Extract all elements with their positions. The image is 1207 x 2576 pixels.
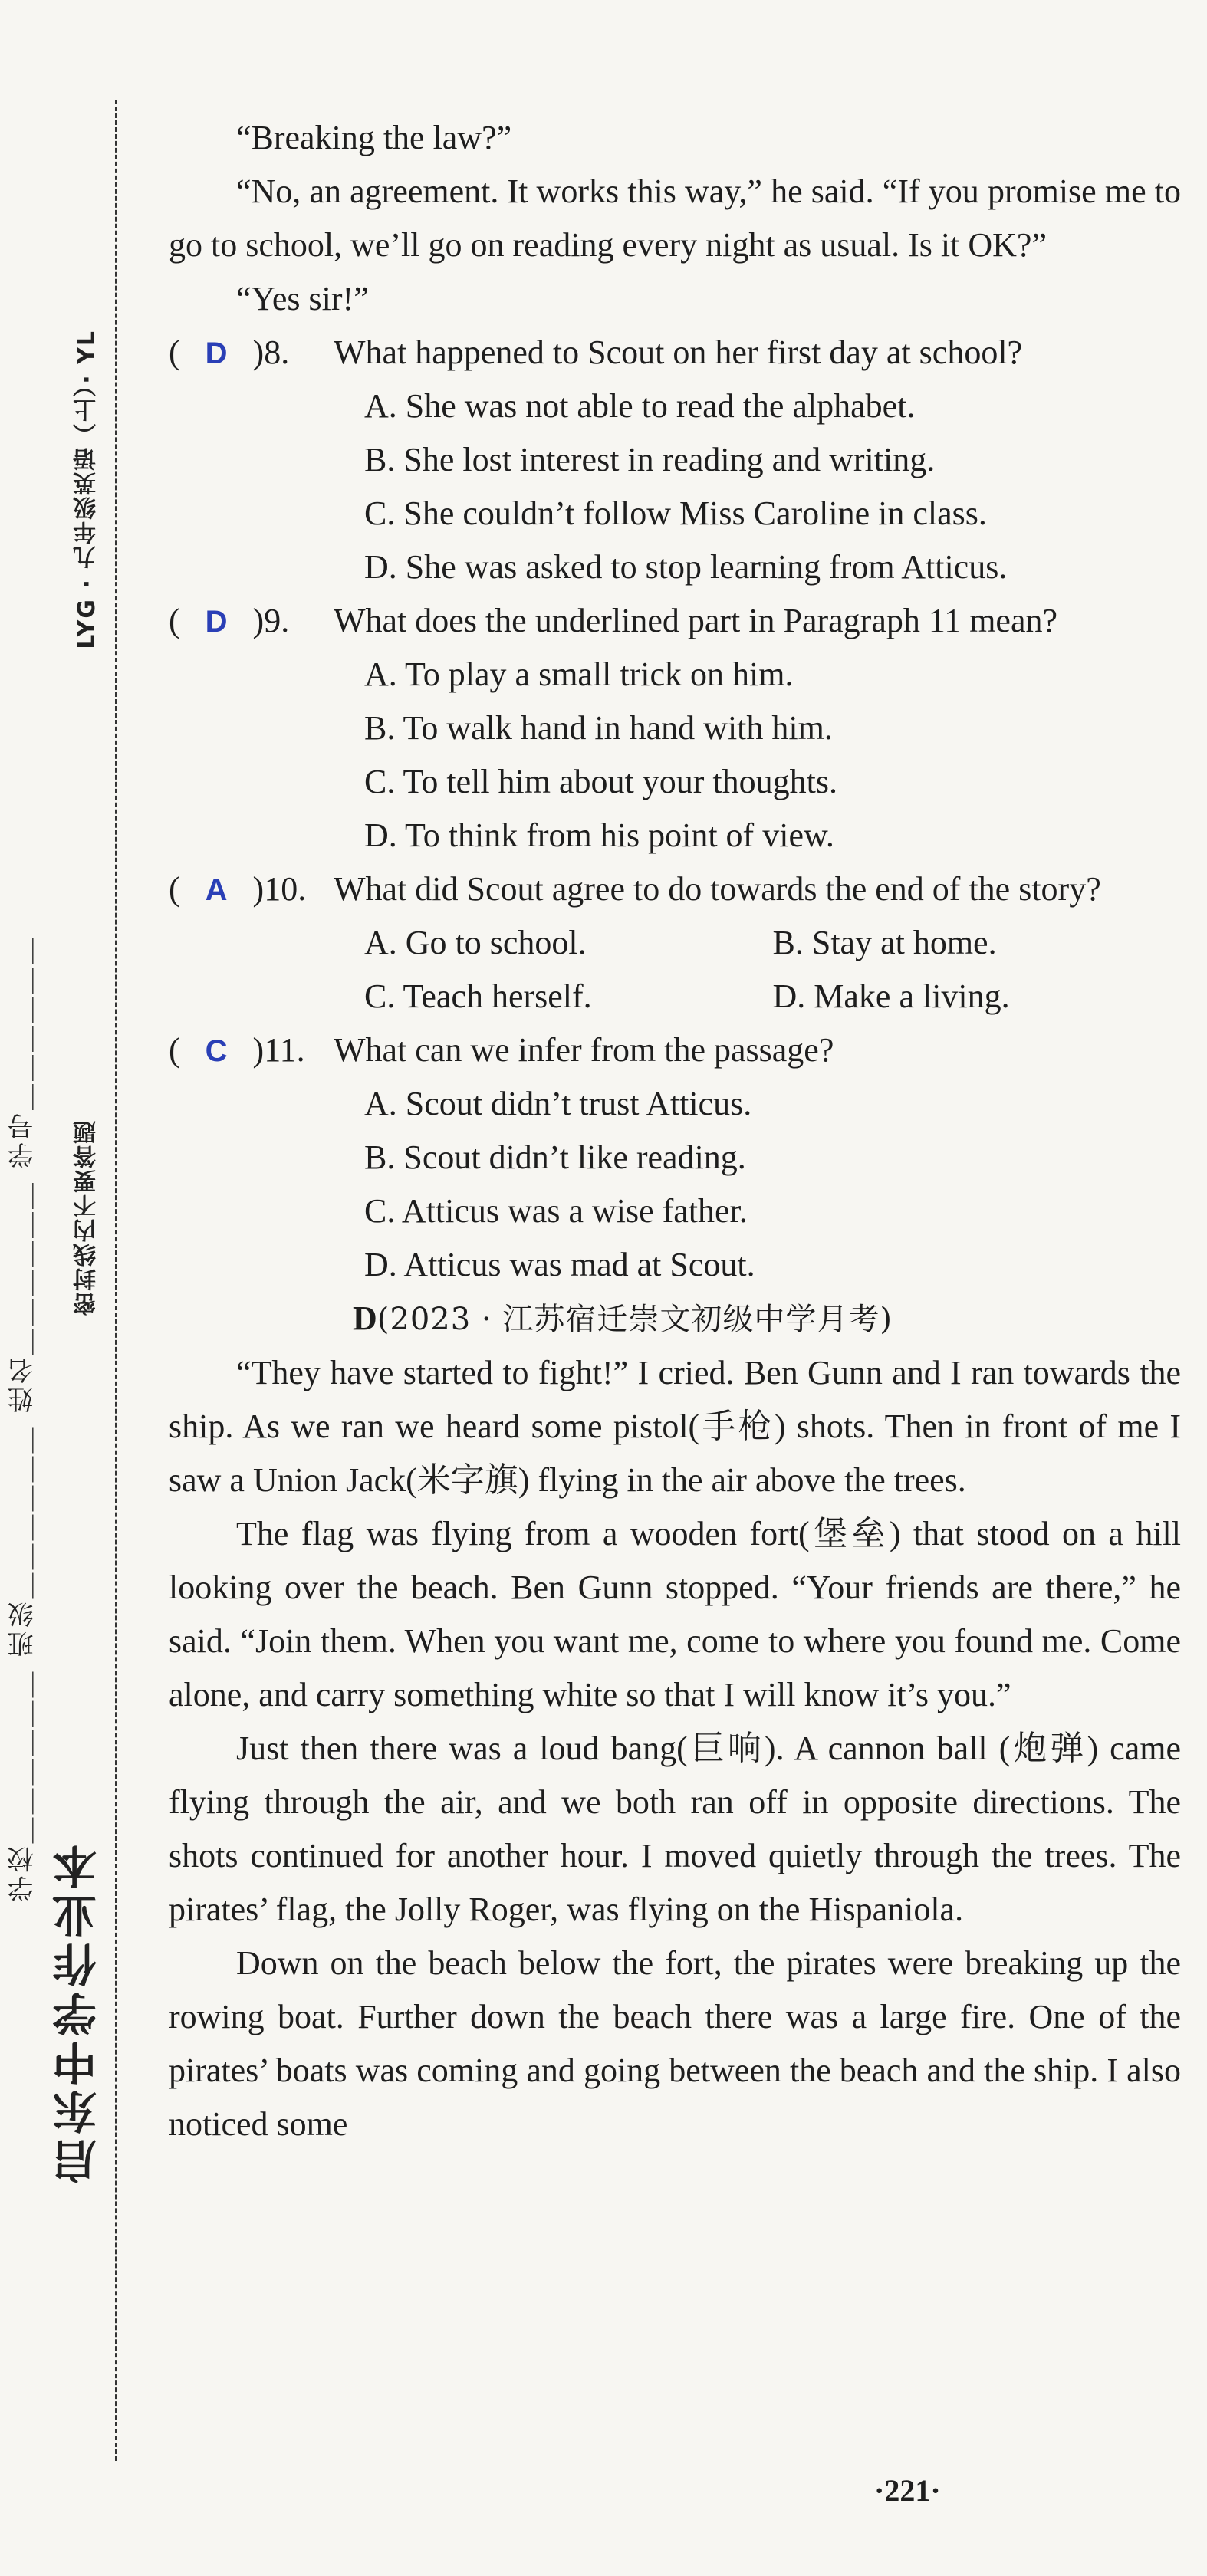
brand-title: 启东中学作业本 <box>52 1840 104 2183</box>
binding-margin <box>0 0 127 2576</box>
answer-mark: D <box>205 605 228 639</box>
option: D. Make a living. <box>772 978 1010 1015</box>
option: D. She was asked to stop learning from Atticus. <box>364 548 1008 586</box>
dialogue-line: “Yes sir!” <box>236 280 369 317</box>
page-content <box>169 111 1181 2151</box>
answer-mark: C <box>205 1034 228 1068</box>
question-8 <box>169 326 1181 380</box>
answer-mark: A <box>205 873 228 907</box>
question-number: 11. <box>264 1031 305 1069</box>
section-heading <box>169 1292 1181 1346</box>
question-number: 8. <box>264 334 290 371</box>
dialogue-line: “Breaking the law?” <box>236 119 512 156</box>
question-10 <box>169 863 1181 916</box>
question-stem: What does the underlined part in Paragraph 11 mean? <box>334 602 1058 639</box>
answer-mark: D <box>205 337 228 370</box>
student-info-fields: 学校＿＿＿＿＿＿ 班级＿＿＿＿＿＿ 姓名＿＿＿＿＿＿ 学号＿＿＿＿＿＿ <box>8 935 38 1902</box>
option: A. She was not able to read the alphabet. <box>364 387 916 425</box>
question-stem: What happened to Scout on her first day at school? <box>334 334 1023 371</box>
seal-note: 密封线内不要答题 <box>74 1119 100 1316</box>
answer-bracket: ( D )8. <box>169 334 290 371</box>
answer-bracket: ( D )9. <box>169 602 290 639</box>
option: D. Atticus was mad at Scout. <box>364 1246 755 1283</box>
dialogue-line: “No, an agreement. It works this way,” he said. “If you promise me to go to school, we’ll go on reading every night as usual. Is it OK?” <box>169 172 1181 264</box>
option: A. To play a small trick on him. <box>364 656 794 693</box>
option: B. To walk hand in hand with him. <box>364 709 833 747</box>
option: D. To think from his point of view. <box>364 816 834 854</box>
option: A. Scout didn’t trust Atticus. <box>364 1085 752 1122</box>
passage-paragraph: Down on the beach below the fort, the pirates were breaking up the rowing boat. Further down the beach there was a large fire. One of the pirates’ boats was coming and going between the beach and the ship. I also noticed some <box>169 1944 1181 2143</box>
option: C. She couldn’t follow Miss Caroline in class. <box>364 495 987 532</box>
option: B. Stay at home. <box>772 924 997 961</box>
option-row <box>169 970 1181 1024</box>
seal-dashed-line <box>115 100 117 2461</box>
answer-bracket: ( C )11. <box>169 1031 305 1069</box>
option: C. Teach herself. <box>364 978 592 1015</box>
question-number: 9. <box>264 602 290 639</box>
question-stem: What can we infer from the passage? <box>334 1031 834 1069</box>
book-code: LYG · 九年级英语（上）· YL <box>74 330 100 649</box>
answer-bracket: ( A )10. <box>169 870 307 908</box>
option: C. To tell him about your thoughts. <box>364 763 837 800</box>
question-9 <box>169 594 1181 648</box>
section-source: (2023 · 江苏宿迁崇文初级中学月考) <box>377 1302 893 1337</box>
page-number: ·221· <box>874 2473 941 2508</box>
passage-paragraph: “They have started to fight!” I cried. Ben Gunn and I ran towards the ship. As we ran we heard some pistol(手枪) shots. Then in front of me I saw a Union Jack(米字旗) flying in the air above the trees. <box>169 1354 1181 1499</box>
section-letter: D <box>353 1300 377 1337</box>
question-stem: What did Scout agree to do towards the end of the story? <box>334 870 1101 908</box>
option: B. She lost interest in reading and writing. <box>364 441 936 478</box>
passage-paragraph: Just then there was a loud bang(巨响). A cannon ball (炮弹) came flying through the air, and we both ran off in opposite directions. The shots continued for another hour. I moved quietly through the trees. The pirates’ flag, the Jolly Roger, was flying on the Hispaniola. <box>169 1730 1181 1928</box>
question-11 <box>169 1024 1181 1077</box>
option: A. Go to school. <box>364 924 587 961</box>
option: C. Atticus was a wise father. <box>364 1192 748 1230</box>
option: B. Scout didn’t like reading. <box>364 1138 746 1176</box>
option-row <box>169 916 1181 970</box>
question-number: 10. <box>264 870 307 908</box>
passage-paragraph: The flag was flying from a wooden fort(堡垒) that stood on a hill looking over the beach. Ben Gunn stopped. “Your friends are there,” he said. “Join them. When you want me, come to where you found me. Come alone, and carry something white so that I will know it’s you.” <box>169 1515 1181 1714</box>
